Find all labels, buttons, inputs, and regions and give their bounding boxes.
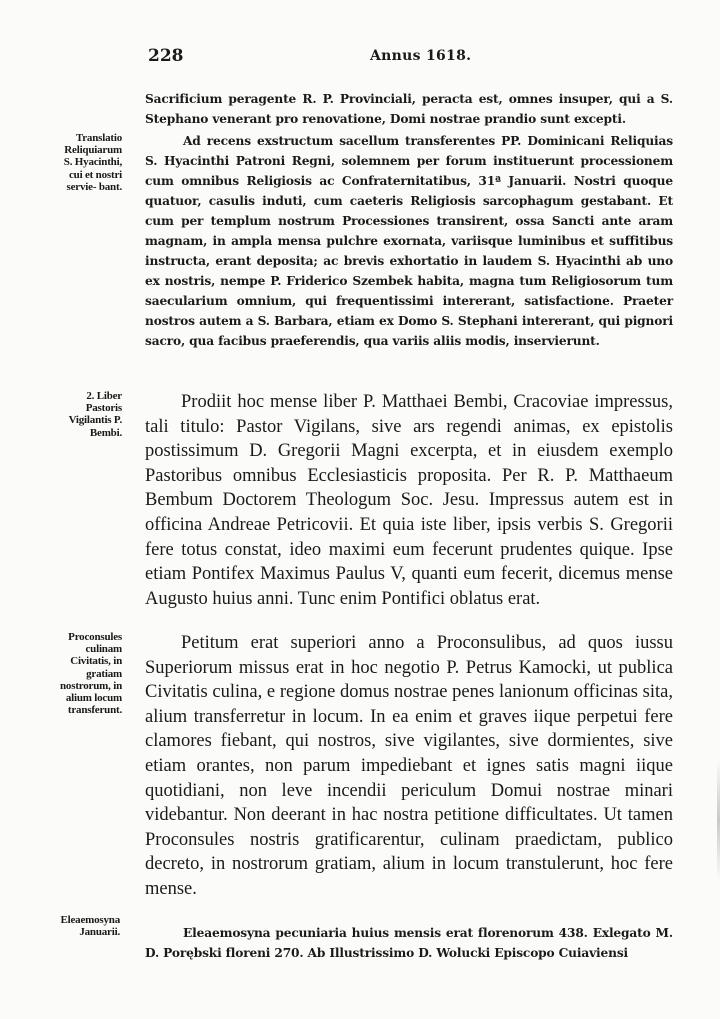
text-column <box>145 131 673 351</box>
margin-note-liber: 2. Liber Pastoris Vigilantis P. Bembi. <box>68 390 122 439</box>
proconsules-paragraph: Petitum erat superiori anno a Proconsulibus, ad quos iussu Superiorum missus erat in hoc negotio P. Petrus Kamocki, ut publica Civitatis culina, e regione domus nostrae penes lanionum officinas sita, alium transferretur in locum. In ea enim et graves iique perpetui fere clamores fiebant, qui nostros, sive vigilantes, sive dormientes, sive etiam orantes, non parum impediebant et ignes satis magni iique quotidiani, non leve incendii periculum Domui nostrae minari videbantur. Non deerant in hac nostra petitione difficultates. Ut tamen Proconsules nostris gratificarentur, culinam praedictam, publico decreto, in nostrorum gratiam, alium in locum transtulerunt, hoc fere mense. <box>145 633 673 899</box>
translatio-paragraph: Ad recens exstructum sacellum transferentes PP. Dominicani Reliquias S. Hyacinthi Patroni Regni, solemnem per forum instituerunt processionem cum omnibus Religiosis ac Confraternitatibus, 31ª Januarii. Nostri quoque quatuor, casulis induti, cum caeteris Religiosis sarcophagum gestabant. Et cum per templum nostrum Processiones transirent, ossa Sancti ante aram magnam, in ampla mensa pulchre exornata, variisque luminibus et suffitibus instructa, erant deposita; ac brevis exhortatio in laudem S. Hyacinthi ab uno ex nostris, nempe P. Friderico Szembek habita, magna tum Religiosorum tum saecularium omnium, qui frequentissimi intererant, satisfactione. Praeter nostros autem a S. Barbara, etiam ex Domo S. Stephani intererant, qui pignori sacro, qua facibus praeferendis, qua variis aliis modis, inservierunt. <box>145 134 673 348</box>
text-column <box>145 923 673 963</box>
eleaemosyna-paragraph: Eleaemosyna pecuniaria huius mensis erat florenorum 438. Exlegato M. D. Porębski floreni 270. Ab Illustrissimo D. Wolucki Episcopo Cuiaviensi <box>145 926 673 960</box>
text-column <box>145 631 673 902</box>
margin-note-eleaemosyna: Eleaemosyna Januarii. <box>60 914 120 939</box>
text-column <box>145 89 673 129</box>
running-title: Annus 1618. <box>370 48 472 64</box>
page-number: 228 <box>148 46 184 66</box>
page-header <box>148 46 668 72</box>
liber-paragraph: Prodiit hoc mense liber P. Matthaei Bembi, Cracoviae impressus, tali titulo: Pastor Vigilans, sive ars regendi animas, ex epistolis postissimum D. Gregorii Magni excerpta, et in eiusdem exemplo Pastoribus omnibus Ecclesiasticis proposita. Per R. P. Matthaeum Bembum Doctorem Theologum Soc. Jesu. Impressus autem est in officina Andreae Petricovii. Et quia iste liber, ipsis verbis S. Gregorii fere totus constat, ideo maximi eum fecerunt prudentes quique. Ipse etiam Pontifex Maximus Paulus V, quanti eum fecerit, dicemus mense Augusto huius anni. Tunc enim Pontifici oblatus erat. <box>145 392 673 609</box>
text-column <box>145 390 673 611</box>
margin-note-translatio: Translatio Reliquiarum S. Hyacinthi, cui et nostri servie- bant. <box>63 132 122 193</box>
continuation-paragraph: Sacrificium peragente R. P. Provinciali, peracta est, omnes insuper, qui a S. Stephano venerant pro renovatione, Domi nostrae prandio sunt excepti. <box>145 92 673 126</box>
margin-note-proconsules: Proconsules culinam Civitatis, in gratiam nostrorum, in alium locum transferunt. <box>60 631 122 717</box>
